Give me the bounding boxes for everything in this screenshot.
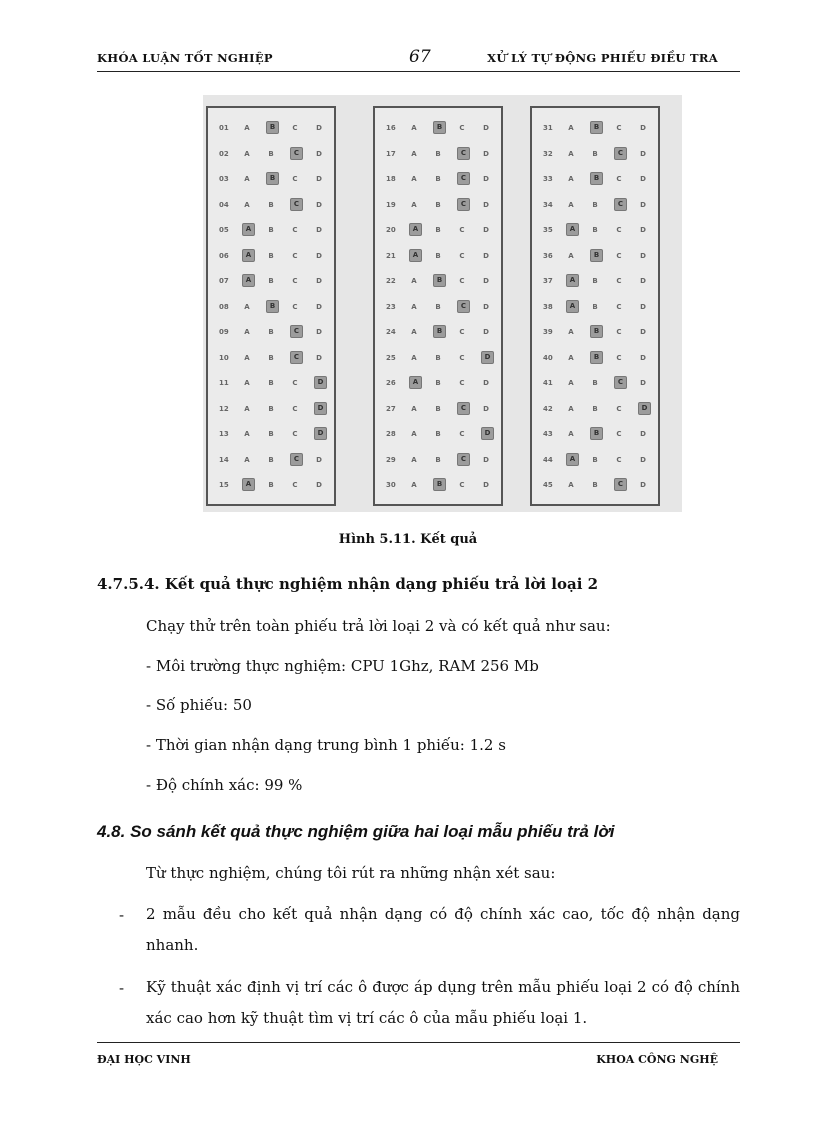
marked-answer-bubble: C: [614, 478, 627, 491]
header-left-title: KHÓA LUẬN TỐT NGHIỆP: [97, 51, 273, 65]
question-number: 29: [386, 455, 396, 464]
question-number: 21: [386, 251, 396, 260]
bullet-text: Kỹ thuật xác định vị trí các ô được áp dụng trên mẫu phiếu loại 2 có độ chính xác cao hơn kỹ thuật tìm vị trí các ô của mẫu phiếu loại 1.: [146, 978, 740, 1027]
answer-option: B: [592, 302, 598, 311]
question-number: 11: [219, 379, 229, 387]
answer-option: B: [435, 175, 441, 183]
answer-option: B: [435, 379, 441, 387]
answer-option: B: [268, 226, 274, 234]
question-number: 20: [386, 226, 396, 234]
answer-row: [208, 269, 334, 294]
marked-answer-bubble: D: [314, 376, 327, 389]
marked-answer-bubble: B: [433, 325, 446, 338]
answer-option: C: [292, 481, 298, 489]
question-number: 39: [543, 328, 553, 336]
answer-row: [208, 422, 334, 447]
answer-row: [208, 473, 334, 498]
answer-row: [208, 346, 334, 371]
answer-row: [208, 218, 334, 243]
question-number: 34: [543, 200, 553, 209]
answer-option: B: [268, 404, 274, 413]
answer-row: [375, 167, 501, 192]
question-number: 03: [219, 175, 229, 183]
answer-option: B: [268, 455, 274, 464]
answer-option: D: [316, 302, 322, 311]
answer-row: [375, 320, 501, 345]
answer-row: [208, 116, 334, 141]
answer-option: D: [483, 379, 489, 387]
answer-option: A: [568, 251, 574, 260]
answer-option: D: [640, 328, 646, 336]
answer-option: B: [435, 430, 441, 438]
answer-option: D: [316, 353, 322, 362]
answer-row: [532, 422, 658, 447]
answer-option: A: [568, 379, 574, 387]
question-number: 24: [386, 328, 396, 336]
answer-option: A: [411, 455, 417, 464]
answer-option: D: [483, 149, 489, 158]
answer-row: [208, 397, 334, 422]
marked-answer-bubble: B: [433, 274, 446, 287]
answer-row: [208, 193, 334, 218]
page-header: [97, 47, 740, 72]
marked-answer-bubble: B: [266, 121, 279, 134]
answer-option: B: [268, 481, 274, 489]
marked-answer-bubble: B: [266, 172, 279, 185]
answer-option: D: [316, 481, 322, 489]
answer-option: D: [483, 226, 489, 234]
answer-option: D: [316, 277, 322, 285]
answer-option: C: [616, 175, 622, 183]
answer-option: A: [411, 149, 417, 158]
answer-option: A: [568, 124, 574, 132]
answer-option: C: [459, 328, 465, 336]
answer-option: A: [244, 430, 250, 438]
question-number: 32: [543, 149, 553, 158]
answer-option: B: [268, 379, 274, 387]
answer-row: [532, 116, 658, 141]
section-heading-4-7-5-4: 4.7.5.4. Kết quả thực nghiệm nhận dạng phiếu trả lời loại 2: [97, 575, 599, 593]
answer-option: D: [640, 277, 646, 285]
answer-option: D: [316, 455, 322, 464]
answer-option: B: [268, 149, 274, 158]
answer-option: A: [411, 124, 417, 132]
answer-option: A: [244, 302, 250, 311]
answer-option: B: [435, 226, 441, 234]
answer-option: B: [435, 404, 441, 413]
answer-option: B: [592, 455, 598, 464]
answer-option: A: [568, 404, 574, 413]
answer-option: C: [616, 124, 622, 132]
answer-sheet-figure: [203, 95, 682, 512]
answer-row: [375, 473, 501, 498]
question-number: 35: [543, 226, 553, 234]
question-number: 45: [543, 481, 553, 489]
answer-option: C: [292, 124, 298, 132]
question-number: 09: [219, 328, 229, 336]
answer-option: C: [459, 226, 465, 234]
answer-option: C: [459, 353, 465, 362]
question-number: 16: [386, 124, 396, 132]
marked-answer-bubble: D: [314, 402, 327, 415]
answer-option: A: [411, 277, 417, 285]
header-right-title: XỬ LÝ TỰ ĐỘNG PHIẾU ĐIỀU TRA: [487, 51, 718, 65]
answer-option: C: [459, 124, 465, 132]
answer-option: A: [411, 481, 417, 489]
footer-left: ĐẠI HỌC VINH: [97, 1053, 191, 1066]
question-number: 14: [219, 455, 229, 464]
answer-option: C: [459, 277, 465, 285]
answer-option: D: [640, 200, 646, 209]
answer-row: [532, 218, 658, 243]
marked-answer-bubble: C: [614, 376, 627, 389]
question-number: 37: [543, 277, 553, 285]
question-number: 10: [219, 353, 229, 362]
marked-answer-bubble: A: [566, 453, 579, 466]
marked-answer-bubble: B: [590, 172, 603, 185]
answer-option: A: [411, 200, 417, 209]
answer-option: D: [483, 481, 489, 489]
marked-answer-bubble: A: [566, 274, 579, 287]
answer-option: D: [640, 175, 646, 183]
marked-answer-bubble: A: [409, 223, 422, 236]
answer-row: [375, 244, 501, 269]
answer-option: C: [292, 277, 298, 285]
question-number: 33: [543, 175, 553, 183]
question-number: 44: [543, 455, 553, 464]
answer-row: [208, 244, 334, 269]
question-number: 41: [543, 379, 553, 387]
answer-option: A: [411, 302, 417, 311]
answer-option: A: [411, 404, 417, 413]
marked-answer-bubble: B: [266, 300, 279, 313]
section1-intro: Chạy thử trên toàn phiếu trả lời loại 2 và có kết quả như sau:: [146, 617, 611, 635]
question-number: 30: [386, 481, 396, 489]
question-number: 18: [386, 175, 396, 183]
answer-option: C: [616, 430, 622, 438]
answer-option: D: [316, 175, 322, 183]
result-item: - Độ chính xác: 99 %: [146, 776, 303, 794]
marked-answer-bubble: C: [457, 300, 470, 313]
question-number: 04: [219, 200, 229, 209]
marked-answer-bubble: D: [314, 427, 327, 440]
answer-option: D: [483, 251, 489, 260]
answer-option: D: [316, 328, 322, 336]
answer-option: B: [592, 481, 598, 489]
marked-answer-bubble: A: [566, 223, 579, 236]
marked-answer-bubble: B: [433, 478, 446, 491]
answer-option: C: [616, 328, 622, 336]
answer-option: B: [435, 200, 441, 209]
answer-row: [532, 142, 658, 167]
question-number: 25: [386, 353, 396, 362]
answer-row: [375, 397, 501, 422]
answer-option: A: [244, 455, 250, 464]
answer-option: B: [592, 379, 598, 387]
answer-option: D: [483, 302, 489, 311]
answer-row: [375, 193, 501, 218]
answer-row: [208, 371, 334, 396]
marked-answer-bubble: B: [590, 325, 603, 338]
answer-option: B: [435, 302, 441, 311]
marked-answer-bubble: D: [481, 351, 494, 364]
answer-option: C: [459, 481, 465, 489]
answer-row: [208, 295, 334, 320]
answer-row: [375, 422, 501, 447]
answer-option: A: [244, 353, 250, 362]
section2-intro: Từ thực nghiệm, chúng tôi rút ra những nhận xét sau:: [146, 864, 556, 882]
question-number: 23: [386, 302, 396, 311]
marked-answer-bubble: A: [409, 376, 422, 389]
answer-option: A: [568, 328, 574, 336]
marked-answer-bubble: A: [566, 300, 579, 313]
question-number: 28: [386, 430, 396, 438]
answer-row: [375, 218, 501, 243]
answer-option: B: [268, 277, 274, 285]
marked-answer-bubble: B: [590, 351, 603, 364]
answer-option: D: [483, 277, 489, 285]
answer-option: B: [268, 328, 274, 336]
answer-option: C: [292, 175, 298, 183]
answer-option: D: [483, 200, 489, 209]
answer-option: B: [268, 251, 274, 260]
result-item: - Số phiếu: 50: [146, 696, 252, 714]
answer-column-1: [206, 106, 336, 506]
marked-answer-bubble: A: [242, 249, 255, 262]
answer-row: [375, 448, 501, 473]
marked-answer-bubble: C: [457, 172, 470, 185]
marked-answer-bubble: A: [242, 478, 255, 491]
answer-row: [375, 142, 501, 167]
answer-row: [532, 448, 658, 473]
marked-answer-bubble: C: [290, 325, 303, 338]
answer-option: D: [640, 455, 646, 464]
answer-row: [532, 371, 658, 396]
answer-row: [208, 320, 334, 345]
figure-caption: Hình 5.11. Kết quả: [338, 532, 478, 547]
answer-option: B: [592, 277, 598, 285]
answer-option: D: [483, 328, 489, 336]
question-number: 01: [219, 124, 229, 132]
answer-option: A: [568, 481, 574, 489]
answer-option: D: [483, 175, 489, 183]
answer-row: [532, 193, 658, 218]
answer-option: D: [640, 226, 646, 234]
marked-answer-bubble: C: [457, 198, 470, 211]
answer-option: C: [292, 302, 298, 311]
answer-row: [375, 346, 501, 371]
question-number: 13: [219, 430, 229, 438]
answer-option: A: [568, 200, 574, 209]
page-footer: [97, 1042, 740, 1073]
answer-option: D: [316, 251, 322, 260]
answer-option: D: [483, 455, 489, 464]
marked-answer-bubble: D: [481, 427, 494, 440]
answer-option: C: [616, 251, 622, 260]
bullet-marker: -: [119, 906, 125, 924]
question-number: 19: [386, 200, 396, 209]
answer-row: [208, 448, 334, 473]
marked-answer-bubble: D: [638, 402, 651, 415]
answer-option: D: [640, 379, 646, 387]
answer-row: [532, 269, 658, 294]
answer-option: C: [616, 226, 622, 234]
answer-option: D: [640, 251, 646, 260]
answer-row: [532, 397, 658, 422]
answer-option: B: [268, 353, 274, 362]
question-number: 26: [386, 379, 396, 387]
answer-option: D: [316, 200, 322, 209]
question-number: 07: [219, 277, 229, 285]
answer-row: [532, 167, 658, 192]
question-number: 38: [543, 302, 553, 311]
answer-option: C: [292, 379, 298, 387]
answer-row: [208, 167, 334, 192]
question-number: 40: [543, 353, 553, 362]
marked-answer-bubble: B: [433, 121, 446, 134]
marked-answer-bubble: B: [590, 121, 603, 134]
answer-option: A: [244, 379, 250, 387]
answer-column-3: [530, 106, 660, 506]
answer-option: D: [316, 124, 322, 132]
page-number: 67: [409, 47, 431, 67]
marked-answer-bubble: C: [614, 147, 627, 160]
answer-option: C: [459, 379, 465, 387]
bullet-text: 2 mẫu đều cho kết quả nhận dạng có độ chính xác cao, tốc độ nhận dạng nhanh.: [146, 905, 740, 954]
answer-row: [375, 269, 501, 294]
answer-option: A: [244, 175, 250, 183]
answer-option: D: [316, 226, 322, 234]
marked-answer-bubble: A: [409, 249, 422, 262]
answer-option: B: [592, 226, 598, 234]
answer-option: B: [435, 353, 441, 362]
answer-option: A: [244, 328, 250, 336]
answer-row: [532, 244, 658, 269]
answer-option: A: [568, 175, 574, 183]
answer-option: C: [292, 430, 298, 438]
answer-option: C: [616, 455, 622, 464]
answer-option: A: [568, 430, 574, 438]
marked-answer-bubble: A: [242, 223, 255, 236]
question-number: 22: [386, 277, 396, 285]
answer-option: B: [268, 430, 274, 438]
answer-option: D: [640, 302, 646, 311]
answer-option: D: [316, 149, 322, 158]
marked-answer-bubble: C: [290, 198, 303, 211]
marked-answer-bubble: A: [242, 274, 255, 287]
question-number: 42: [543, 404, 553, 413]
answer-row: [532, 473, 658, 498]
question-number: 15: [219, 481, 229, 489]
answer-row: [532, 295, 658, 320]
answer-row: [375, 295, 501, 320]
answer-option: A: [411, 430, 417, 438]
question-number: 43: [543, 430, 553, 438]
answer-option: D: [483, 124, 489, 132]
answer-option: D: [483, 404, 489, 413]
answer-option: D: [640, 124, 646, 132]
marked-answer-bubble: C: [457, 453, 470, 466]
footer-right: KHOA CÔNG NGHỆ: [596, 1053, 718, 1066]
answer-option: B: [435, 251, 441, 260]
marked-answer-bubble: C: [290, 147, 303, 160]
result-item: - Thời gian nhận dạng trung bình 1 phiếu: 1.2 s: [146, 736, 506, 754]
answer-option: C: [292, 226, 298, 234]
marked-answer-bubble: C: [614, 198, 627, 211]
question-number: 36: [543, 251, 553, 260]
question-number: 05: [219, 226, 229, 234]
answer-option: A: [244, 149, 250, 158]
answer-row: [375, 371, 501, 396]
answer-option: D: [640, 481, 646, 489]
answer-option: A: [244, 124, 250, 132]
question-number: 17: [386, 149, 396, 158]
question-number: 08: [219, 302, 229, 311]
answer-option: D: [640, 149, 646, 158]
answer-option: C: [616, 302, 622, 311]
answer-option: A: [244, 200, 250, 209]
question-number: 27: [386, 404, 396, 413]
answer-option: A: [244, 404, 250, 413]
answer-row: [208, 142, 334, 167]
result-item: - Môi trường thực nghiệm: CPU 1Ghz, RAM 256 Mb: [146, 657, 539, 675]
answer-option: A: [411, 328, 417, 336]
question-number: 31: [543, 124, 553, 132]
marked-answer-bubble: C: [457, 147, 470, 160]
answer-option: B: [592, 149, 598, 158]
question-number: 02: [219, 149, 229, 158]
answer-option: C: [292, 251, 298, 260]
answer-option: B: [435, 149, 441, 158]
answer-option: C: [292, 404, 298, 413]
answer-option: A: [568, 149, 574, 158]
answer-option: B: [592, 200, 598, 209]
answer-option: D: [640, 353, 646, 362]
answer-option: C: [616, 404, 622, 413]
answer-option: C: [459, 430, 465, 438]
marked-answer-bubble: C: [290, 351, 303, 364]
bullet-marker: -: [119, 979, 125, 997]
answer-option: C: [616, 277, 622, 285]
marked-answer-bubble: C: [457, 402, 470, 415]
answer-option: A: [568, 353, 574, 362]
answer-column-2: [373, 106, 503, 506]
answer-option: C: [616, 353, 622, 362]
answer-option: C: [459, 251, 465, 260]
answer-option: B: [592, 404, 598, 413]
marked-answer-bubble: B: [590, 249, 603, 262]
question-number: 06: [219, 251, 229, 260]
answer-row: [532, 346, 658, 371]
marked-answer-bubble: C: [290, 453, 303, 466]
answer-row: [532, 320, 658, 345]
question-number: 12: [219, 404, 229, 413]
answer-option: A: [411, 175, 417, 183]
answer-option: B: [435, 455, 441, 464]
answer-option: B: [268, 200, 274, 209]
answer-row: [375, 116, 501, 141]
marked-answer-bubble: B: [590, 427, 603, 440]
answer-option: A: [411, 353, 417, 362]
answer-option: D: [640, 430, 646, 438]
section-heading-4-8: 4.8. So sánh kết quả thực nghiệm giữa hai loại mẫu phiếu trả lời: [97, 822, 615, 841]
